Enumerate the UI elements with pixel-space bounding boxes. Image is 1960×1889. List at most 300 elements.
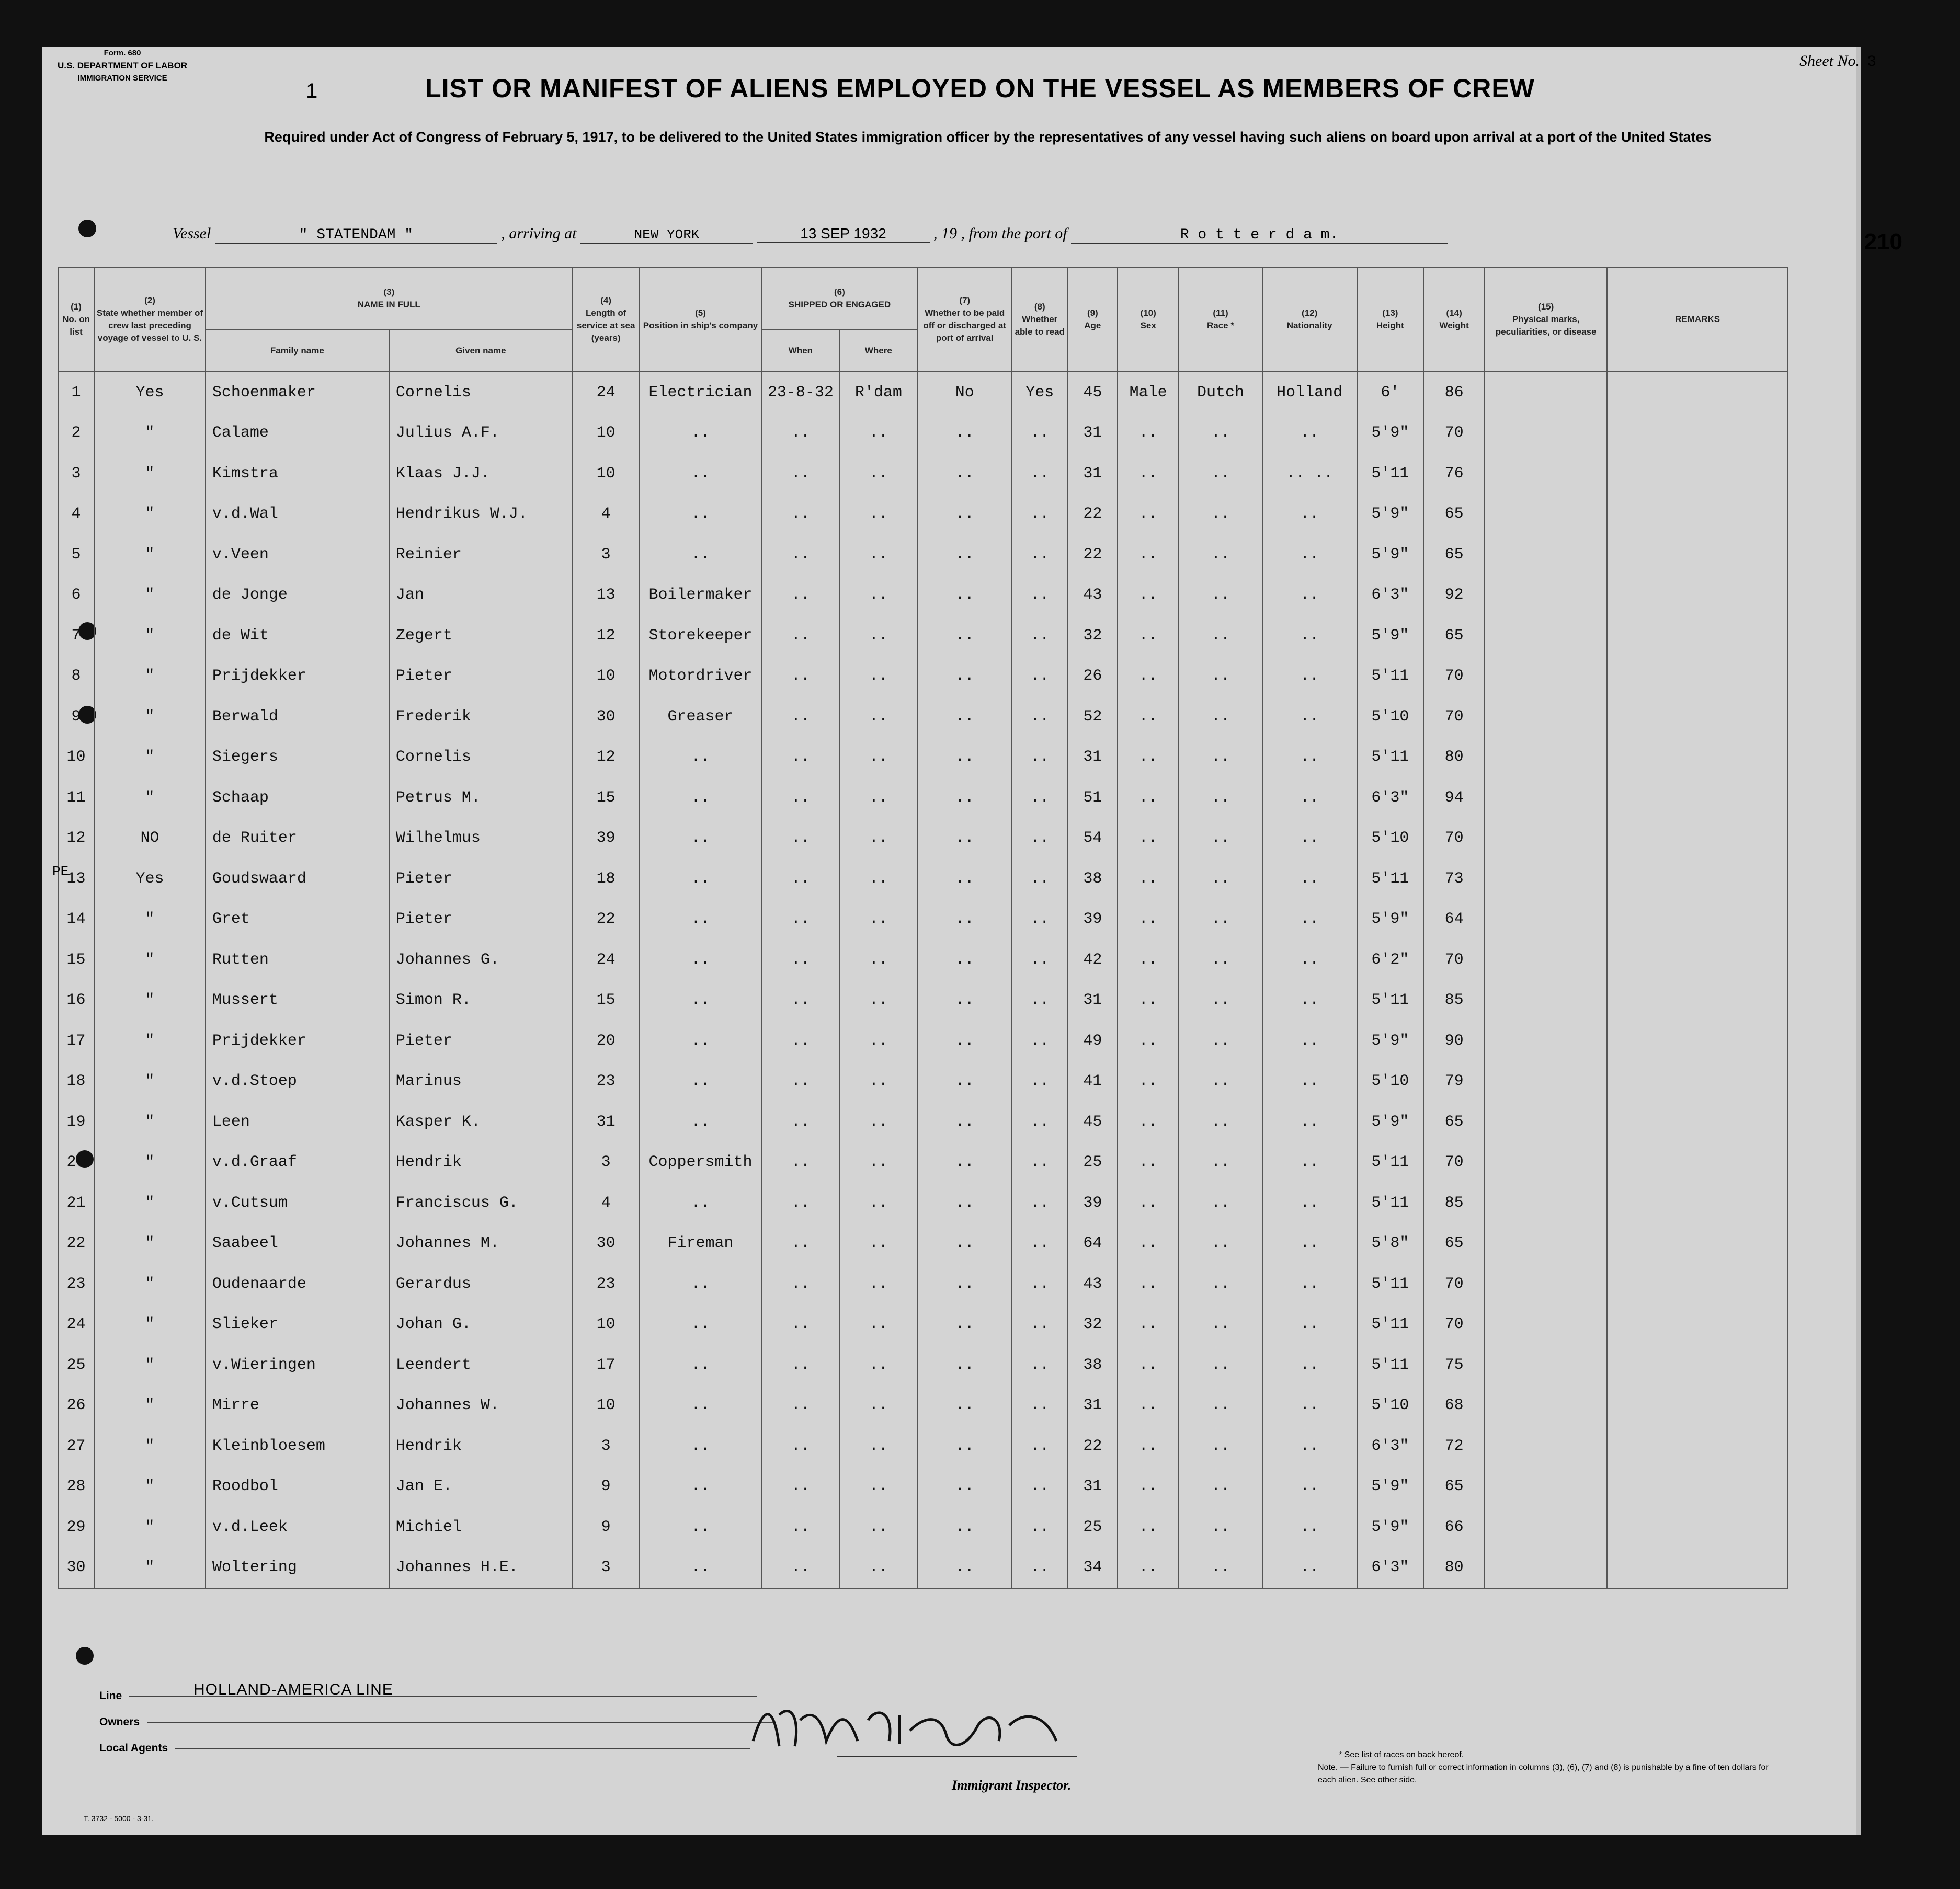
nationality-cell: .. [1262,413,1357,454]
age-cell: 45 [1067,1102,1118,1142]
height-cell: 5'11 [1357,1264,1424,1304]
row-number-cell: 6 [58,575,94,616]
physical-marks-cell [1485,858,1607,899]
nationality-cell: .. [1262,1467,1357,1507]
height-cell: 6'3" [1357,1548,1424,1589]
family-name-cell: v.Cutsum [206,1183,389,1223]
shipped-when-cell: .. [761,1345,839,1386]
physical-marks-cell [1485,940,1607,980]
given-name-cell: Johannes H.E. [389,1548,573,1589]
remarks-cell [1607,777,1788,818]
table-row [58,1102,1788,1142]
remarks-cell [1607,1304,1788,1345]
weight-cell: 65 [1423,1223,1485,1264]
row-number-cell: 26 [58,1386,94,1426]
age-cell: 43 [1067,575,1118,616]
position-cell: .. [639,1386,761,1426]
row-number-cell: 13 [58,858,94,899]
row-number-cell: 8 [58,656,94,697]
fine-note: Note. — Failure to furnish full or correct information in columns (3), (6), (7) and (8) is punishable by a fine of ten dollars for each alien. See other side. [1318,1763,1769,1784]
position-cell: .. [639,534,761,575]
family-name-cell: v.d.Stoep [206,1061,389,1102]
age-cell: 45 [1067,372,1118,413]
family-name-cell: Woltering [206,1548,389,1589]
physical-marks-cell [1485,1021,1607,1061]
row-number-cell: 7 [58,615,94,656]
sex-cell: .. [1118,1183,1179,1223]
shipped-when-cell: .. [761,1264,839,1304]
height-cell: 5'11 [1357,656,1424,697]
previous-voyage-cell: " [94,1304,206,1345]
height-cell: 5'11 [1357,980,1424,1021]
height-cell: 5'11 [1357,737,1424,778]
position-cell: Greaser [639,696,761,737]
able-to-read-cell: .. [1012,1304,1067,1345]
sex-cell: .. [1118,980,1179,1021]
shipped-where-cell: .. [839,615,917,656]
remarks-cell [1607,453,1788,494]
crew-manifest-table [58,267,1788,1589]
paid-off-cell: .. [917,1467,1012,1507]
age-cell: 26 [1067,656,1118,697]
family-name-cell: Calame [206,413,389,454]
physical-marks-cell [1485,453,1607,494]
service-name: IMMIGRATION SERVICE [77,74,167,83]
given-name-cell: Hendrik [389,1426,573,1467]
table-row [58,413,1788,454]
family-name-cell: Siegers [206,737,389,778]
given-name-cell: Pieter [389,858,573,899]
able-to-read-cell: .. [1012,1102,1067,1142]
family-name-cell: Rutten [206,940,389,980]
given-name-cell: Johannes M. [389,1223,573,1264]
row-number-cell: 28 [58,1467,94,1507]
height-cell: 5'9" [1357,1102,1424,1142]
shipped-where-cell: .. [839,1142,917,1183]
age-cell: 43 [1067,1264,1118,1304]
service-years-cell: 24 [573,372,640,413]
height-cell: 5'9" [1357,899,1424,940]
race-cell: .. [1179,656,1262,697]
table-row [58,1345,1788,1386]
row-number-cell: 2 [58,413,94,454]
sheet-label: Sheet No. [1799,52,1860,70]
weight-cell: 76 [1423,453,1485,494]
nationality-cell: .. [1262,899,1357,940]
row-number-cell: 19 [58,1102,94,1142]
race-cell: .. [1179,858,1262,899]
sex-cell: .. [1118,1345,1179,1386]
table-row [58,696,1788,737]
paid-off-cell: .. [917,575,1012,616]
previous-voyage-cell: " [94,980,206,1021]
race-cell: .. [1179,940,1262,980]
shipped-where-cell: .. [839,818,917,859]
previous-voyage-cell: Yes [94,372,206,413]
remarks-cell [1607,1467,1788,1507]
physical-marks-cell [1485,1102,1607,1142]
given-name-cell: Leendert [389,1345,573,1386]
race-cell: .. [1179,494,1262,535]
shipped-when-cell: .. [761,1183,839,1223]
able-to-read-cell: .. [1012,1426,1067,1467]
paid-off-cell: .. [917,818,1012,859]
physical-marks-cell [1485,1386,1607,1426]
shipped-when-cell: .. [761,494,839,535]
row-number-cell: 3 [58,453,94,494]
sex-cell: .. [1118,1264,1179,1304]
shipped-where-cell: .. [839,858,917,899]
position-cell: .. [639,413,761,454]
remarks-cell [1607,899,1788,940]
nationality-cell: .. [1262,1142,1357,1183]
paid-off-cell: .. [917,858,1012,899]
page-title: LIST OR MANIFEST OF ALIENS EMPLOYED ON THE VESSEL AS MEMBERS OF CREW [425,74,1535,103]
weight-cell: 68 [1423,1386,1485,1426]
shipped-where-cell: .. [839,899,917,940]
weight-cell: 85 [1423,980,1485,1021]
sex-cell: .. [1118,1548,1179,1589]
remarks-cell [1607,372,1788,413]
able-to-read-cell: .. [1012,940,1067,980]
weight-cell: 73 [1423,858,1485,899]
family-name-cell: de Wit [206,615,389,656]
able-to-read-cell: .. [1012,737,1067,778]
previous-voyage-cell: " [94,1102,206,1142]
previous-voyage-cell: " [94,1507,206,1548]
service-years-cell: 17 [573,1345,640,1386]
position-cell: Storekeeper [639,615,761,656]
sex-cell: .. [1118,494,1179,535]
paid-off-cell: .. [917,1345,1012,1386]
weight-cell: 85 [1423,1183,1485,1223]
table-row [58,899,1788,940]
paid-off-cell: .. [917,1142,1012,1183]
service-years-cell: 20 [573,1021,640,1061]
weight-cell: 70 [1423,656,1485,697]
shipped-where-cell: .. [839,656,917,697]
race-cell: .. [1179,1304,1262,1345]
shipped-where-cell: .. [839,1386,917,1426]
able-to-read-cell: .. [1012,1548,1067,1589]
remarks-cell [1607,1021,1788,1061]
height-cell: 6' [1357,372,1424,413]
sex-cell: .. [1118,656,1179,697]
sex-cell: .. [1118,1061,1179,1102]
age-cell: 31 [1067,453,1118,494]
family-name-cell: de Jonge [206,575,389,616]
height-cell: 5'10 [1357,696,1424,737]
nationality-cell: .. [1262,575,1357,616]
paid-off-cell: .. [917,899,1012,940]
race-cell: .. [1179,615,1262,656]
weight-cell: 65 [1423,494,1485,535]
weight-cell: 90 [1423,1021,1485,1061]
inspector-signature [743,1684,1109,1767]
remarks-cell [1607,1102,1788,1142]
previous-voyage-cell: " [94,1386,206,1426]
position-cell: .. [639,1264,761,1304]
given-name-cell: Johannes W. [389,1386,573,1426]
able-to-read-cell: .. [1012,899,1067,940]
shipped-when-cell: .. [761,1223,839,1264]
able-to-read-cell: .. [1012,494,1067,535]
able-to-read-cell: .. [1012,615,1067,656]
shipped-when-cell: .. [761,453,839,494]
vessel-name: " STATENDAM " [215,227,497,244]
col-physical-marks-header: (15) Physical marks, peculiarities, or disease [1485,267,1607,372]
form-number: Form. 680 [104,49,141,58]
paid-off-cell: .. [917,1061,1012,1102]
service-years-cell: 3 [573,1142,640,1183]
line-field: Line [99,1670,774,1697]
position-cell: .. [639,1426,761,1467]
paid-off-cell: .. [917,940,1012,980]
row-number-cell: 12 [58,818,94,859]
previous-voyage-cell: " [94,1426,206,1467]
physical-marks-cell [1485,575,1607,616]
table-row [58,1061,1788,1102]
table-row [58,1183,1788,1223]
given-name-cell: Cornelis [389,737,573,778]
sex-cell: .. [1118,413,1179,454]
service-years-cell: 12 [573,615,640,656]
previous-voyage-cell: " [94,1223,206,1264]
height-cell: 5'9" [1357,1021,1424,1061]
age-cell: 31 [1067,413,1118,454]
height-cell: 5'10 [1357,1061,1424,1102]
remarks-cell [1607,413,1788,454]
sex-cell: .. [1118,1102,1179,1142]
given-name-cell: Pieter [389,656,573,697]
nationality-cell: .. [1262,1021,1357,1061]
nationality-cell: .. [1262,1183,1357,1223]
position-cell: .. [639,1061,761,1102]
paid-off-cell: No [917,372,1012,413]
remarks-cell [1607,534,1788,575]
shipped-when-cell: .. [761,1304,839,1345]
previous-voyage-cell: " [94,1142,206,1183]
given-name-cell: Frederik [389,696,573,737]
family-name-cell: v.Veen [206,534,389,575]
col-race-header: (11) Race * [1179,267,1262,372]
paid-off-cell: .. [917,1507,1012,1548]
service-years-cell: 18 [573,858,640,899]
position-cell: .. [639,453,761,494]
weight-cell: 70 [1423,413,1485,454]
age-cell: 49 [1067,1021,1118,1061]
row-number-cell: 27 [58,1426,94,1467]
row-number-cell: 1 [58,372,94,413]
service-years-cell: 9 [573,1467,640,1507]
race-cell: .. [1179,1345,1262,1386]
col-paid-off-header: (7) Whether to be paid off or discharged at port of arrival [917,267,1012,372]
height-cell: 5'11 [1357,1183,1424,1223]
age-cell: 39 [1067,1183,1118,1223]
nationality-cell: .. [1262,1264,1357,1304]
previous-voyage-cell: " [94,656,206,697]
nationality-cell: .. [1262,534,1357,575]
page-subtitle: Required under Act of Congress of February 5, 1917, to be delivered to the United States immigration officer by the representatives of any vessel having such aliens on board upon arrival at a port of the United States [264,129,1712,145]
race-cell: .. [1179,1507,1262,1548]
age-cell: 51 [1067,777,1118,818]
age-cell: 64 [1067,1223,1118,1264]
shipped-when-cell: .. [761,615,839,656]
race-cell: .. [1179,1467,1262,1507]
shipped-when-cell: .. [761,1102,839,1142]
age-cell: 25 [1067,1507,1118,1548]
remarks-cell [1607,615,1788,656]
family-name-cell: Mirre [206,1386,389,1426]
shipped-when-cell: .. [761,777,839,818]
given-name-cell: Kasper K. [389,1102,573,1142]
race-cell: .. [1179,1264,1262,1304]
nationality-cell: Holland [1262,372,1357,413]
weight-cell: 72 [1423,1426,1485,1467]
nationality-cell: .. [1262,858,1357,899]
department-name: U.S. DEPARTMENT OF LABOR [58,61,188,71]
race-cell: .. [1179,413,1262,454]
previous-voyage-cell: " [94,777,206,818]
shipped-where-cell: .. [839,494,917,535]
given-name-cell: Pieter [389,899,573,940]
able-to-read-cell: .. [1012,980,1067,1021]
shipped-where-cell: .. [839,453,917,494]
race-cell: Dutch [1179,372,1262,413]
physical-marks-cell [1485,1183,1607,1223]
col-height-header: (13) Height [1357,267,1424,372]
table-row [58,1142,1788,1183]
handwritten-mark: 1 [306,79,318,102]
departure-port: R o t t e r d a m. [1071,227,1448,244]
shipped-when-cell: .. [761,1386,839,1426]
shipped-where-cell: .. [839,1021,917,1061]
service-years-cell: 3 [573,534,640,575]
col-previous-voyage-header: (2) State whether member of crew last preceding voyage of vessel to U. S. [94,267,206,372]
nationality-cell: .. [1262,1061,1357,1102]
able-to-read-cell: .. [1012,1183,1067,1223]
able-to-read-cell: .. [1012,1264,1067,1304]
paid-off-cell: .. [917,777,1012,818]
physical-marks-cell [1485,899,1607,940]
weight-cell: 70 [1423,1264,1485,1304]
col-no-header: (1) No. on list [58,267,94,372]
remarks-cell [1607,1061,1788,1102]
race-note: * See list of races on back hereof. [1339,1750,1464,1759]
remarks-cell [1607,818,1788,859]
weight-cell: 94 [1423,777,1485,818]
race-cell: .. [1179,1386,1262,1426]
position-cell: .. [639,1304,761,1345]
nationality-cell: .. [1262,1223,1357,1264]
paid-off-cell: .. [917,696,1012,737]
paid-off-cell: .. [917,1223,1012,1264]
remarks-cell [1607,494,1788,535]
service-years-cell: 10 [573,413,640,454]
shipped-where-cell: .. [839,1223,917,1264]
remarks-cell [1607,1345,1788,1386]
sex-cell: .. [1118,1507,1179,1548]
service-years-cell: 15 [573,777,640,818]
inspector-label: Immigrant Inspector. [952,1778,1072,1793]
table-row [58,615,1788,656]
shipped-where-cell: .. [839,413,917,454]
race-cell: .. [1179,777,1262,818]
sex-cell: .. [1118,818,1179,859]
table-row [58,1507,1788,1548]
age-cell: 31 [1067,737,1118,778]
paid-off-cell: .. [917,980,1012,1021]
sex-cell: .. [1118,899,1179,940]
remarks-cell [1607,980,1788,1021]
shipped-when-cell: .. [761,1548,839,1589]
race-cell: .. [1179,899,1262,940]
row-number-cell: 15 [58,940,94,980]
age-cell: 41 [1067,1061,1118,1102]
position-cell: .. [639,494,761,535]
race-cell: .. [1179,1223,1262,1264]
sheet-value: 3 [1866,53,1876,71]
shipped-where-cell: .. [839,1507,917,1548]
given-name-cell: Johan G. [389,1304,573,1345]
physical-marks-cell [1485,1142,1607,1183]
sheet-number [1799,52,1876,71]
row-number-cell: 14 [58,899,94,940]
sex-cell: .. [1118,615,1179,656]
position-cell: Coppersmith [639,1142,761,1183]
table-row [58,1426,1788,1467]
race-cell: .. [1179,1021,1262,1061]
nationality-cell: .. [1262,696,1357,737]
race-cell: .. [1179,1183,1262,1223]
sex-cell: .. [1118,696,1179,737]
col-given-name-header: Given name [389,330,573,372]
paid-off-cell: .. [917,494,1012,535]
shipped-when-cell: .. [761,858,839,899]
service-years-cell: 3 [573,1548,640,1589]
shipped-when-cell: .. [761,413,839,454]
given-name-cell: Gerardus [389,1264,573,1304]
paid-off-cell: .. [917,1426,1012,1467]
height-cell: 5'10 [1357,818,1424,859]
position-cell: .. [639,1102,761,1142]
col-shipped-header: (6) SHIPPED OR ENGAGED [761,267,917,330]
weight-cell: 79 [1423,1061,1485,1102]
table-row [58,453,1788,494]
paid-off-cell: .. [917,1183,1012,1223]
able-to-read-cell: .. [1012,534,1067,575]
shipped-where-cell: .. [839,980,917,1021]
height-cell: 6'3" [1357,1426,1424,1467]
service-years-cell: 31 [573,1102,640,1142]
family-name-cell: Slieker [206,1304,389,1345]
given-name-cell: Michiel [389,1507,573,1548]
row-number-cell: 25 [58,1345,94,1386]
age-cell: 25 [1067,1142,1118,1183]
given-name-cell: Jan [389,575,573,616]
race-cell: .. [1179,1102,1262,1142]
given-name-cell: Reinier [389,534,573,575]
remarks-cell [1607,1264,1788,1304]
previous-voyage-cell: " [94,899,206,940]
shipped-where-cell: .. [839,1304,917,1345]
nationality-cell: .. [1262,737,1357,778]
nationality-cell: .. [1262,1548,1357,1589]
given-name-cell: Franciscus G. [389,1183,573,1223]
nationality-cell: .. [1262,1386,1357,1426]
family-name-cell: v.d.Graaf [206,1142,389,1183]
sex-cell: .. [1118,453,1179,494]
